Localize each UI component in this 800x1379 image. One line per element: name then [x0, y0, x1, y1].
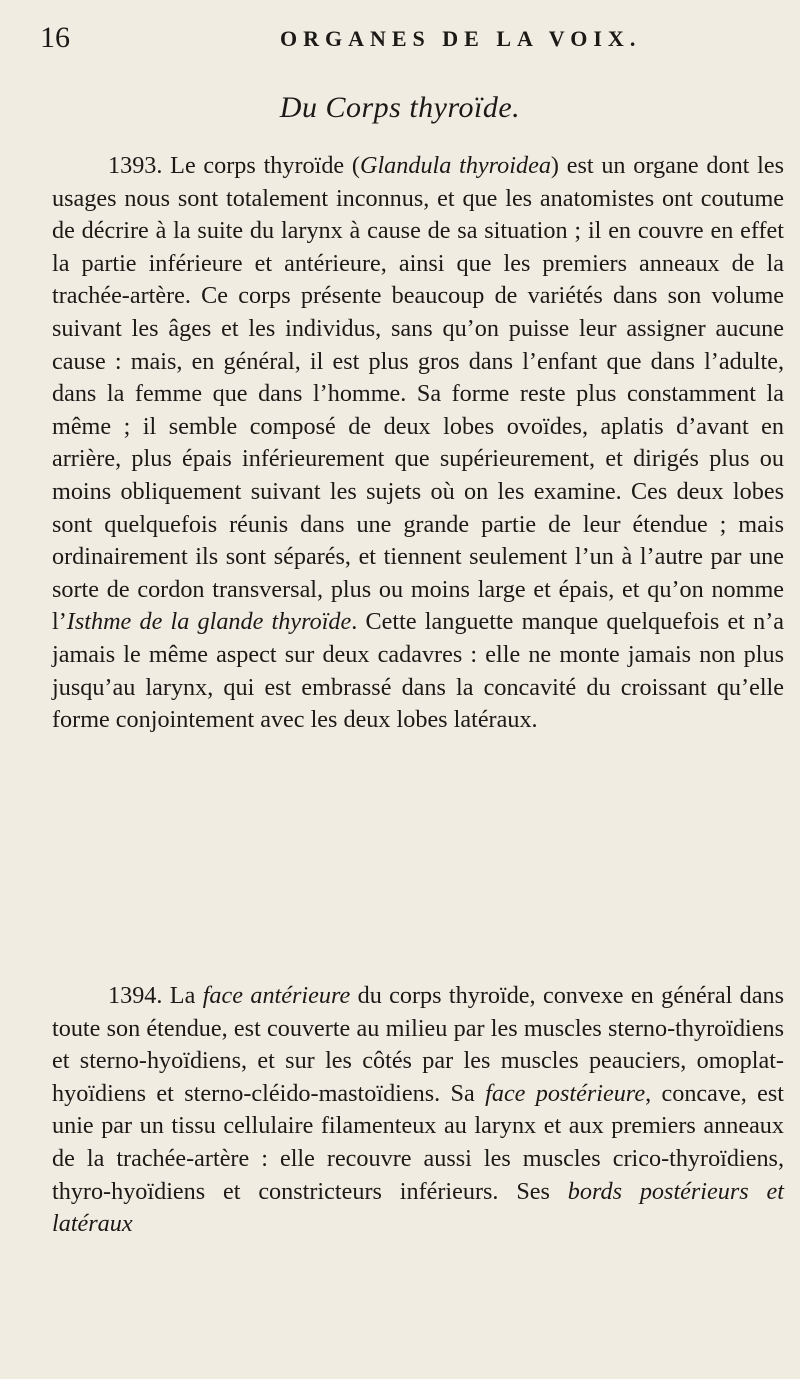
- isthme-term: Isthme de la glande thyroïde: [66, 608, 352, 636]
- face-anterieure-term: face antérieure: [202, 982, 351, 1009]
- text-run: ) est un organe dont les usages nous sont totalement inconnus, et que les anatomistes ont coutume de décrire à la suite du larynx à cause de sa situation ; il en couvre en effet la partie inférieure et antérieure, ainsi que les premiers anneaux de la trachée-artère. Ce corps présente beaucoup de variétés dans son volume suivant les âges et les individus, sans qu’on puisse leur assigner aucune cause : mais, en général, il est plus gros dans l’enfant que dans l’adulte, dans la femme que dans l’homme. Sa forme reste plus constamment la même ; il semble composé de deux lobes ovoïdes, aplatis d’avant en arrière, plus épais inférieurement que supérieurement, et dirigés plus ou moins obliquement suivant les sujets où on les examine. Ces deux lobes sont quelquefois réunis dans une grande partie de leur étendue ; mais ordinairement ils sont séparés, et tiennent seulement l’un à l’autre par une sorte de cordon transversal, plus ou moins large et épais, et qu’on nomme l’: [52, 152, 785, 636]
- text-run: du corps thyroïde, convexe en général dans toute son étendue, est couverte au milieu par les muscles sterno-thyroïdiens et sterno-hyoïdiens, et sur les côtés par les muscles peauciers, omoplat-hyoïdiens et sterno-cléido-mastoïdiens. Sa: [52, 982, 785, 1107]
- text-run: , concave, est unie par un tissu cellulaire filamenteux au larynx et aux premiers anneaux de la trachée-artère : elle recouvre aussi les muscles crico-thyroïdiens, thyro-hyoïdiens et constricteurs inférieurs. Ses: [52, 1079, 784, 1205]
- face-posterieure-term: face postérieure: [485, 1079, 646, 1107]
- paragraph-1394: [52, 980, 784, 1241]
- section-title: Du Corps thyroïde.: [279, 91, 521, 124]
- paragraph-1393: [52, 150, 784, 737]
- paragraph-text: [52, 150, 784, 737]
- page-number: 16: [40, 21, 70, 54]
- text-run: 1394. La: [108, 982, 203, 1009]
- paragraph-text: [52, 980, 784, 1241]
- bords-term: bords postérieurs et latéraux: [52, 1177, 784, 1238]
- running-head: [40, 20, 760, 60]
- running-title: ORGANES DE LA VOIX.: [280, 26, 642, 51]
- text-run: . Cette languette manque quelquefois et n’a jamais le même aspect sur deux cadavres : elle ne monte jamais non plus jusqu’au larynx, qui est embrassé dans la concavité du croissant qu’elle forme conjointement avec les deux lobes latéraux.: [52, 608, 784, 734]
- text-run: 1393. Le corps thyroïde (: [108, 152, 360, 179]
- latin-term: Glandula thyroidea: [359, 152, 551, 179]
